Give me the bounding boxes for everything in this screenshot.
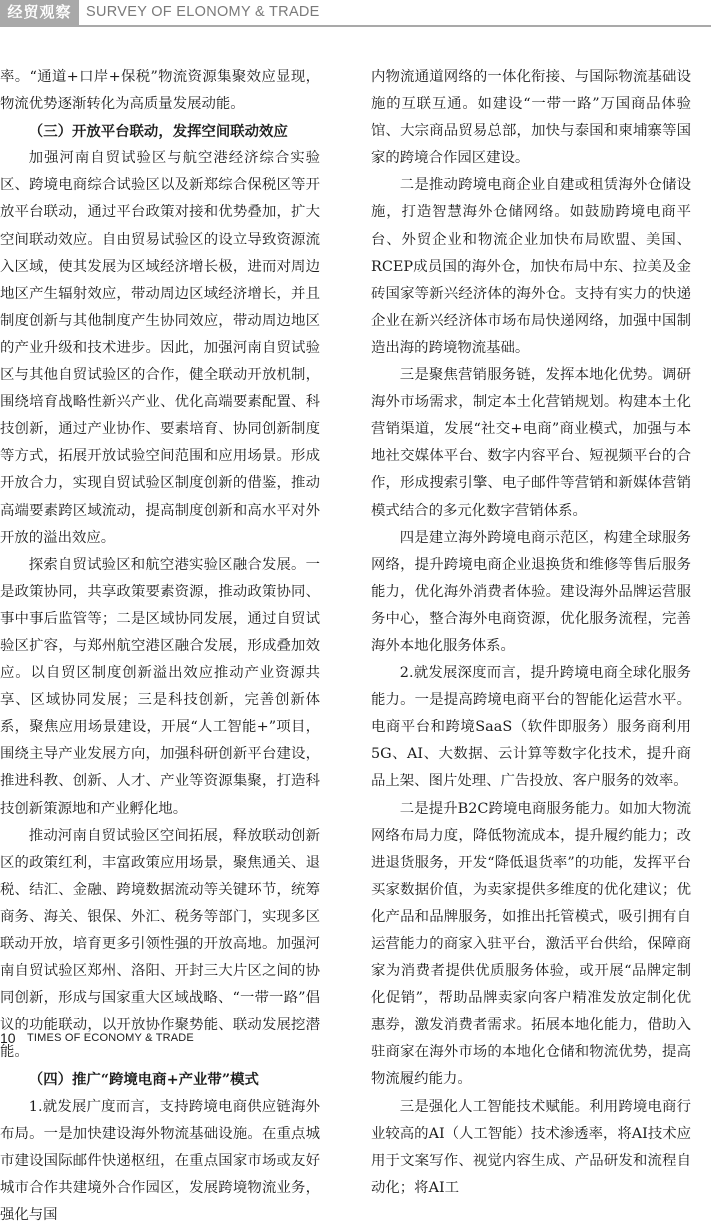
paragraph: 二是提升B2C跨境电商服务能力。如加大物流网络布局力度，降低物流成本，提升履约能力；改进退货服务，开发“降低退货率”的功能，发挥平台买家数据价值，为卖家提供多维度的优化建议；优化产品和品牌服务，如推出托管模式，吸引拥有自运营能力的商家入驻平台，激活平台供给，保障商家为消费者提供优质服务体验，或开展“品牌定制化促销”，帮助品牌卖家向客户精准发放定制化优惠券，激发消费者需求。拓展本地化能力，借助入驻商家在海外市场的本地化仓储和物流优势，提高物流履约能力。 (371, 800, 691, 1088)
section-heading: （三）开放平台联动，发挥空间联动效应 (28, 123, 288, 141)
paragraph: 探索自贸试验区和航空港实验区融合发展。一是政策协同，共享政策要素资源，推动政策协同、事中事后监管等；二是区域协同发展，通过自贸试验区扩容，与郑州航空港区融合发展，形成叠加效应。以自贸区制度创新溢出效应推动产业资源共享、区域协同发展；三是科技创新，完善创新体系，聚焦应用场景建设，开展“人工智能+”项目，围绕主导产业发展方向，加强科研创新平台建设，推进科教、创新、人才、产业等资源集聚，打造科技创新策源地和产业孵化地。 (0, 556, 320, 817)
page-footer (0, 1022, 711, 1052)
section-label-cn: 经贸观察 (0, 0, 79, 25)
paragraph: 二是推动跨境电商企业自建或租赁海外仓储设施，打造智慧海外仓储网络。如鼓励跨境电商平台、外贸企业和物流企业加快布局欧盟、美国、RCEP成员国的海外仓，加快布局中东、拉美及金砖国家等新兴经济体的海外仓。支持有实力的快递企业在新兴经济体市场布局快递网络，加强中国制造出海的跨境物流基础。 (371, 177, 691, 356)
page-header (0, 0, 711, 27)
paragraph: 加强河南自贸试验区与航空港经济综合实验区、跨境电商综合试验区以及新郑综合保税区等开放平台联动，通过平台政策对接和优势叠加，扩大空间联动效应。自由贸易试验区的设立导致资源流入区域，使其发展为区域经济增长极，进而对周边地区产生辐射效应，带动周边区域经济增长，并且制度创新与其他制度产生协同效应，带动周边地区的产业升级和技术进步。因此，加强河南自贸试验区与其他自贸试验区的合作，健全联动开放机制，围绕培育战略性新兴产业、优化高端要素配置、科技创新，通过产业协作、要素培育、协同创新制度等方式，拓展开放试验空间范围和应用场景。形成开放合力，实现自贸试验区制度创新的借鉴，推动高端要素跨区域流动，提高制度创新和高水平对外开放的溢出效应。 (0, 150, 320, 546)
paragraph: 率。“通道+口岸+保税”物流资源集聚效应显现，物流优势逐渐转化为高质量发展动能。 (0, 69, 320, 113)
section-label-en: SURVEY OF ELONOMY & TRADE (86, 4, 320, 20)
left-column (0, 64, 320, 1229)
paragraph: 三是强化人工智能技术赋能。利用跨境电商行业较高的AI（人工智能）技术渗透率，将AI技术应用于文案写作、视觉内容生成、产品研发和流程自动化；将AI工 (371, 1098, 691, 1196)
header-rule (0, 25, 711, 27)
section-heading: （四）推广“跨境电商+产业带”模式 (28, 1071, 259, 1089)
paragraph: 1.就发展广度而言，支持跨境电商供应链海外布局。一是加快建设海外物流基础设施。在重点城市建设国际邮件快递枢纽，在重点国家市场或友好城市合作共建境外合作园区，发展跨境物流业务，强化与国 (0, 1098, 320, 1223)
page-number: 10 (0, 1030, 16, 1046)
paragraph: 内物流通道网络的一体化衔接、与国际物流基础设施的互联互通。如建设“一带一路”万国商品体验馆、大宗商品贸易总部，加快与泰国和柬埔寨等国家的跨境合作园区建设。 (371, 69, 691, 167)
paragraph: 2.就发展深度而言，提升跨境电商全球化服务能力。一是提高跨境电商平台的智能化运营水平。电商平台和跨境SaaS（软件即服务）服务商利用5G、AI、大数据、云计算等数字化技术，提升商品上架、图片处理、广告投放、客户服务的效率。 (371, 665, 691, 790)
paragraph: 四是建立海外跨境电商示范区，构建全球服务网络，提升跨境电商企业退换货和维修等售后服务能力，优化海外消费者体验。建设海外品牌运营服务中心，整合海外电商资源，优化服务流程，完善海外本地化服务体系。 (371, 529, 691, 654)
journal-title: TIMES OF ECONOMY & TRADE (27, 1032, 194, 1044)
paragraph: 推动河南自贸试验区空间拓展，释放联动创新区的政策红利，丰富政策应用场景，聚焦通关、退税、结汇、金融、跨境数据流动等关键环节，统筹商务、海关、银保、外汇、税务等部门，实现多区联动开放，培育更多引领性强的开放高地。加强河南自贸试验区郑州、洛阳、开封三大片区之间的协同创新，形成与国家重大区域战略、“一带一路”倡议的功能联动，以开放协作聚势能、联动发展挖潜能。 (0, 827, 320, 1061)
paragraph: 三是聚焦营销服务链，发挥本地化优势。调研海外市场需求，制定本土化营销规划。构建本土化营销渠道，发展“社交+电商”商业模式，加强与本地社交媒体平台、数字内容平台、短视频平台的合作，形成搜索引擎、电子邮件等营销和新媒体营销模式结合的多元化数字营销体系。 (371, 367, 691, 519)
